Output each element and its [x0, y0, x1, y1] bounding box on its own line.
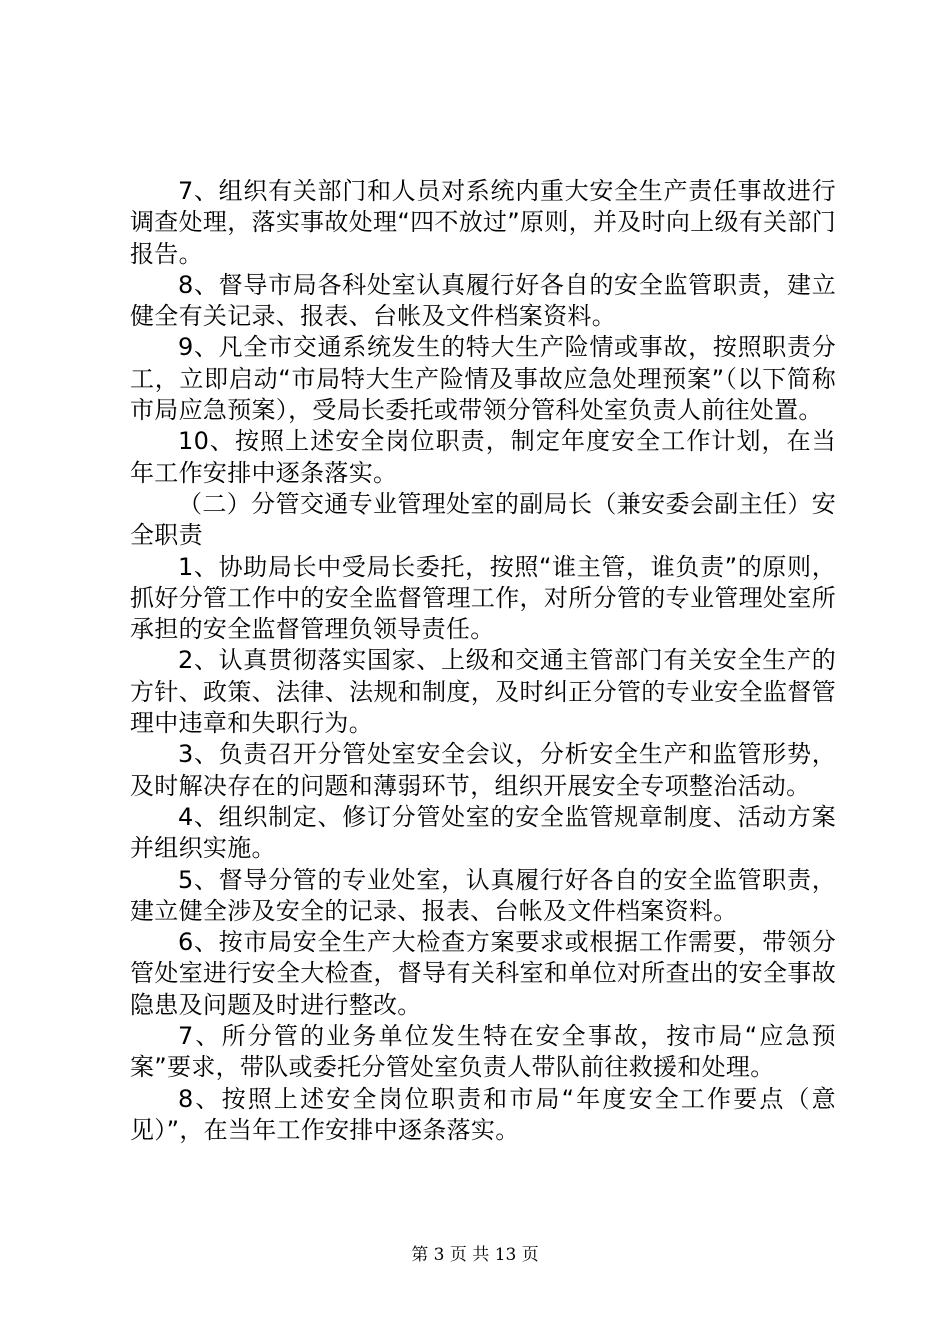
paragraph-sub-item-3: 3、负责召开分管处室安全会议，分析安全生产和监管形势，及时解决存在的问题和薄弱环节，组织开展安全专项整治活动。 [130, 740, 836, 800]
paragraph-sub-item-4: 4、组织制定、修订分管处室的安全监管规章制度、活动方案并组织实施。 [130, 802, 836, 863]
paragraph-sub-item-7: 7、所分管的业务单位发生特在安全事故，按市局“应急预案”要求，带队或委托分管处室负责人带队前往救援和处理。 [130, 1022, 836, 1082]
paragraph-item-8: 8、督导市局各科处室认真履行好各自的安全监管职责，建立健全有关记录、报表、台帐及文件档案资料。 [130, 270, 836, 331]
paragraph-item-9: 9、凡全市交通系统发生的特大生产险情或事故，按照职责分工，立即启动“市局特大生产险情及事故应急处理预案”（以下简称市局应急预案），受局长委托或带领分管科处室负责人前往处置。 [130, 333, 836, 425]
paragraph-sub-item-5: 5、督导分管的专业处室，认真履行好各自的安全监管职责，建立健全涉及安全的记录、报表、台帐及文件档案资料。 [130, 865, 836, 925]
paragraph-item-10: 10、按照上述安全岗位职责，制定年度安全工作计划，在当年工作安排中逐条落实。 [130, 427, 836, 487]
paragraph-sub-item-8: 8、按照上述安全岗位职责和市局“年度安全工作要点（意见）”，在当年工作安排中逐条落实。 [130, 1084, 836, 1144]
section-heading: （二）分管交通专业管理处室的副局长（兼安委会副主任）安全职责 [130, 489, 836, 550]
paragraph-sub-item-6: 6、按市局安全生产大检查方案要求或根据工作需要，带领分管处室进行安全大检查，督导有关科室和单位对所查出的安全事故隐患及问题及时进行整改。 [130, 928, 836, 1019]
paragraph-item-7: 7、组织有关部门和人员对系统内重大安全生产责任事故进行调查处理，落实事故处理“四不放过”原则，并及时向上级有关部门报告。 [130, 177, 836, 268]
document-body [130, 176, 836, 1146]
page-number-footer: 第 3 页 共 13 页 [411, 1245, 539, 1265]
paragraph-sub-item-2: 2、认真贯彻落实国家、上级和交通主管部门有关安全生产的方针、政策、法律、法规和制度，及时纠正分管的专业安全监督管理中违章和失职行为。 [130, 646, 836, 738]
paragraph-sub-item-1: 1、协助局长中受局长委托，按照“谁主管，谁负责”的原则，抓好分管工作中的安全监督管理工作，对所分管的专业管理处室所承担的安全监督管理负领导责任。 [130, 552, 836, 644]
